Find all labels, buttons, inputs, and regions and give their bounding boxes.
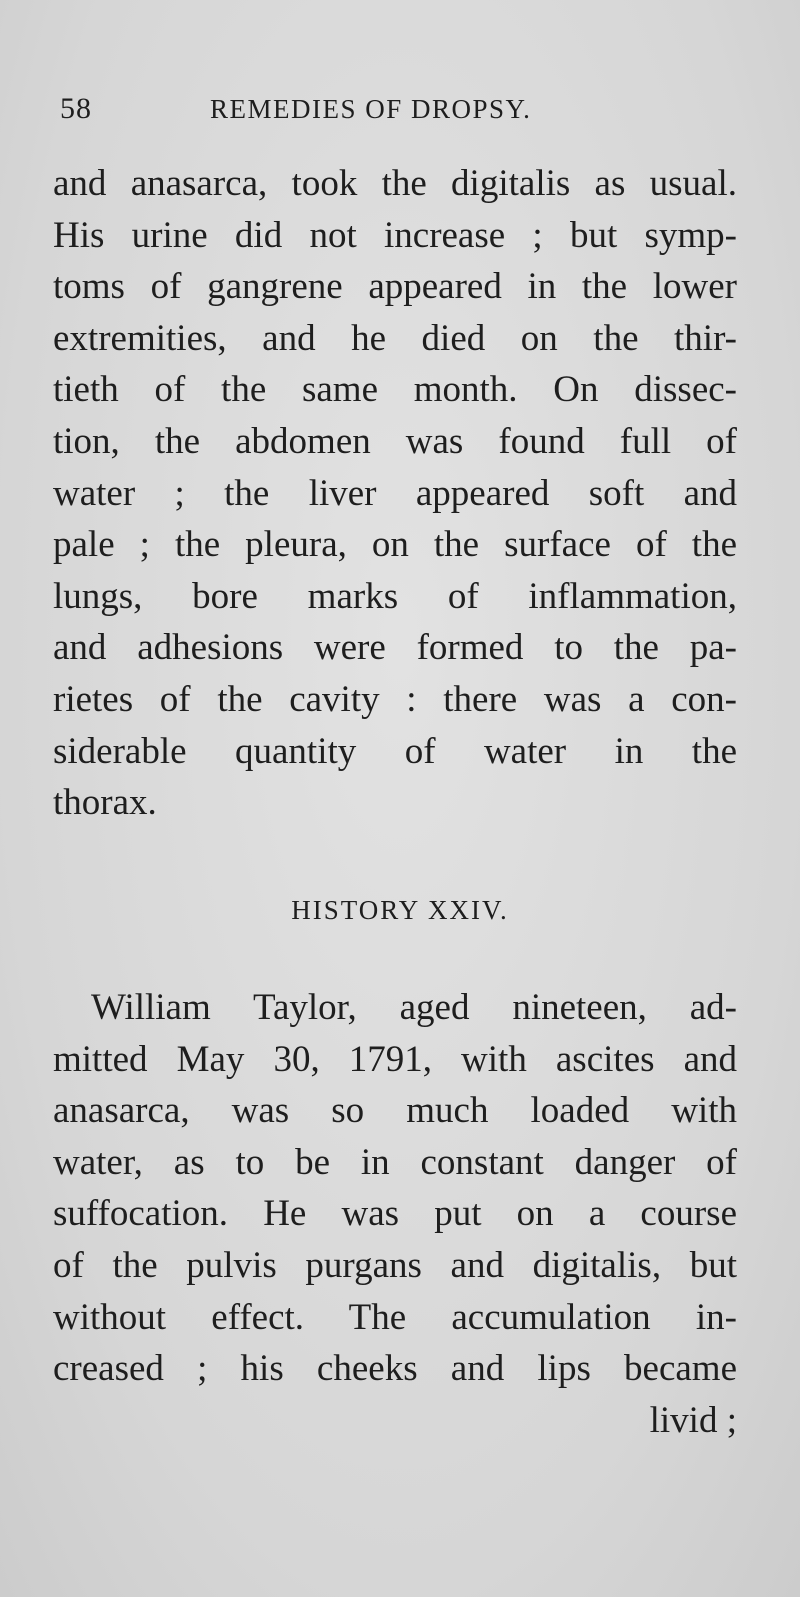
- text-line: lungs, bore marks of inflammation,: [53, 575, 737, 617]
- paragraph-case-conclusion: [53, 158, 737, 829]
- text-line: without effect. The accumulation in-: [53, 1296, 737, 1338]
- text-line: water, as to be in constant danger of: [53, 1141, 737, 1183]
- text-line: pale ; the pleura, on the surface of the: [53, 524, 737, 566]
- page-header: [60, 92, 740, 132]
- text-line: and anasarca, took the digitalis as usual.: [53, 163, 737, 204]
- text-line: thorax.: [53, 782, 157, 824]
- text-line: His urine did not increase ; but symp-: [53, 214, 737, 256]
- page-number: 58: [60, 92, 92, 125]
- text-line: tieth of the same month. On dissec-: [53, 369, 737, 411]
- text-line: tion, the abdomen was found full of: [53, 420, 737, 462]
- catchword-line: livid ;: [649, 1399, 737, 1441]
- text-line: water ; the liver appeared soft and: [53, 472, 737, 514]
- text-line: extremities, and he died on the thir-: [53, 317, 737, 359]
- text-line: creased ; his cheeks and lips became: [53, 1348, 737, 1390]
- text-line: suffocation. He was put on a course: [53, 1193, 737, 1235]
- text-line: rietes of the cavity : there was a con-: [53, 678, 737, 720]
- section-heading: HISTORY XXIV.: [291, 895, 509, 925]
- text-line: of the pulvis purgans and digitalis, but: [53, 1244, 737, 1286]
- running-title: REMEDIES OF DROPSY.: [210, 94, 532, 124]
- text-line: anasarca, was so much loaded with: [53, 1090, 737, 1132]
- text-line: siderable quantity of water in the: [53, 730, 737, 772]
- paragraph-history-xxiv: [53, 982, 737, 1446]
- text-line: William Taylor, aged nineteen, ad-: [91, 987, 737, 1028]
- text-line: and adhesions were formed to the pa-: [53, 627, 737, 669]
- text-line: mitted May 30, 1791, with ascites and: [53, 1038, 737, 1080]
- text-line: toms of gangrene appeared in the lower: [53, 266, 737, 308]
